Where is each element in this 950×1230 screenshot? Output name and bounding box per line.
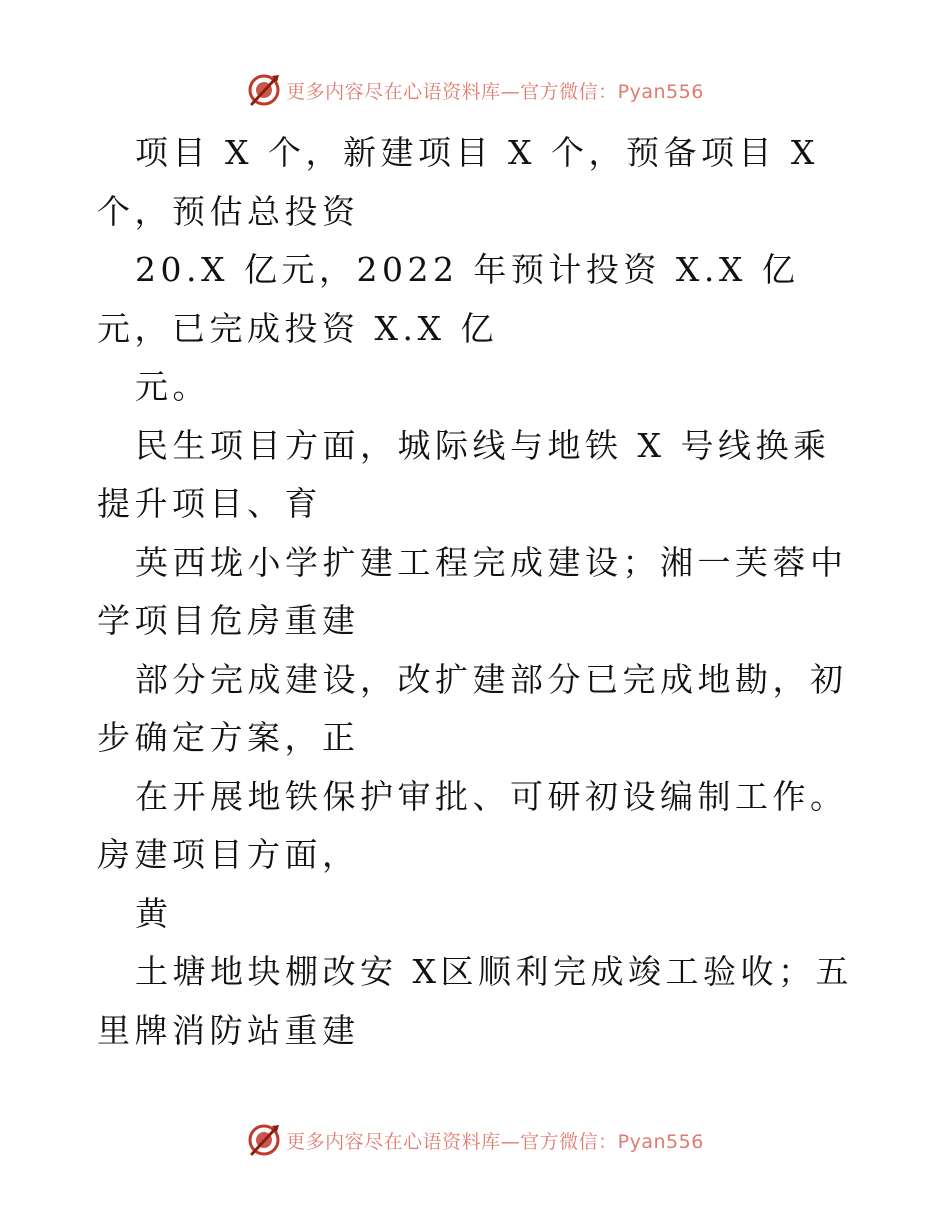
- paragraph: 民生项目方面，城际线与地铁 X 号线换乘提升项目、育: [97, 425, 831, 523]
- document-body: [97, 124, 857, 1060]
- paragraph: 英西垅小学扩建工程完成建设；湘一芙蓉中学项目危房重建: [97, 542, 848, 640]
- footer-watermark: [0, 1120, 950, 1160]
- watermark-text: 更多内容尽在心语资料库—官方微信：Pyan556: [286, 80, 704, 103]
- header-watermark: [0, 70, 950, 110]
- paragraph: 20.X 亿元，2022 年预计投资 X.X 亿元，已完成投资 X.X 亿: [97, 250, 800, 348]
- paragraph: 项目 X 个，新建项目 X 个，预备项目 X 个，预估总投资: [97, 133, 819, 231]
- quill-seal-icon: [246, 1122, 282, 1158]
- paragraph: 在开展地铁保护审批、可研初设编制工作。房建项目方面，: [97, 776, 848, 874]
- paragraph: 元。: [135, 367, 210, 406]
- watermark-text: 更多内容尽在心语资料库—官方微信：Pyan556: [286, 1130, 704, 1153]
- quill-seal-icon: [246, 72, 282, 108]
- paragraph: 土塘地块棚改安 X区顺利完成竣工验收；五里牌消防站重建: [97, 952, 853, 1050]
- paragraph: 部分完成建设，改扩建部分已完成地勘，初步确定方案，正: [97, 659, 848, 757]
- paragraph: 黄: [135, 893, 173, 933]
